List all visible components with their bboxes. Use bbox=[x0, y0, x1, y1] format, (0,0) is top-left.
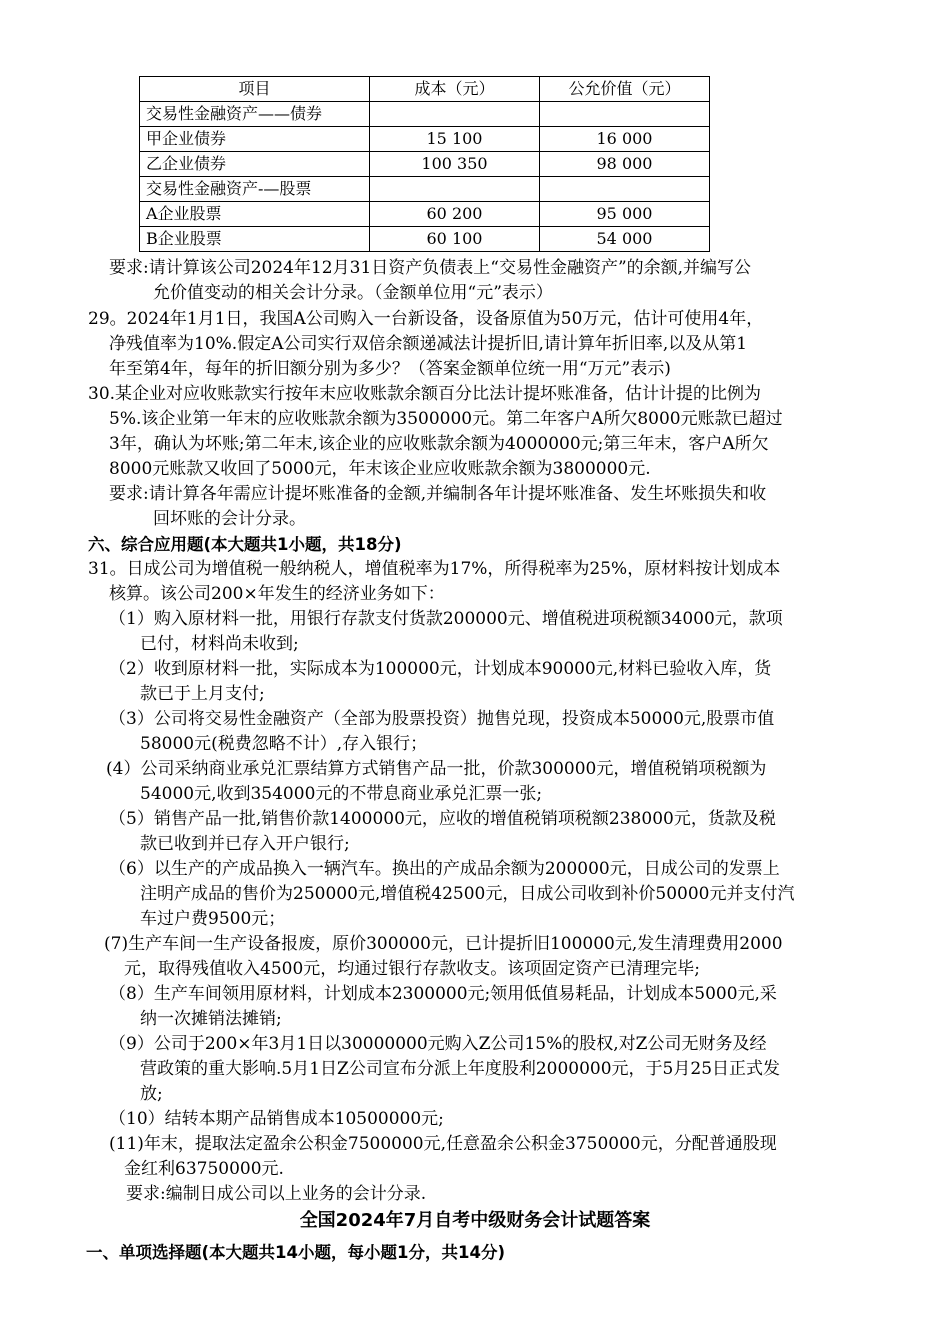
table-row bbox=[140, 227, 710, 252]
cell-item: B企业股票 bbox=[140, 227, 370, 252]
cell-item: 交易性金融资产——债券 bbox=[140, 102, 370, 127]
list-item: （2）收到原材料一批，实际成本为100000元，计划成本90000元,材料已验收入库，货 款已于上月支付; bbox=[109, 659, 772, 704]
table-row bbox=[140, 102, 710, 127]
text-line: 要求:请计算各年需应计提坏账准备的金额,并编制各年计提坏账准备、发生坏账损失和收 bbox=[109, 484, 767, 504]
cell-item: 乙企业债券 bbox=[140, 152, 370, 177]
cell-fair-value: 16 000 bbox=[540, 127, 710, 152]
header-fair-value: 公允价值（元） bbox=[540, 77, 710, 102]
cell-fair-value: 54 000 bbox=[540, 227, 710, 252]
cell-cost: 60 200 bbox=[370, 202, 540, 227]
text-line: 净残值率为10%.假定A公司实行双倍余额递减法计提折旧,请计算年折旧率,以及从第1 bbox=[109, 334, 748, 354]
text-line: 年至第4年，每年的折旧额分别为多少？（答案金额单位统一用“万元”表示) bbox=[109, 359, 671, 379]
text-line: 核算。该公司200×年发生的经济业务如下： bbox=[109, 584, 445, 604]
section-6-title: 六、综合应用题(本大题共1小题，共18分) bbox=[88, 535, 402, 554]
cell-cost: 100 350 bbox=[370, 152, 540, 177]
list-item: (4）公司采纳商业承兑汇票结算方式销售产品一批，价款300000元，增值税销项税额为 54000元,收到354000元的不带息商业承兑汇票一张; bbox=[106, 759, 767, 804]
list-item: （8）生产车间领用原材料，计划成本2300000元;领用低值易耗品，计划成本5000元,采 纳一次摊销法摊销; bbox=[109, 984, 777, 1029]
question-31 bbox=[88, 557, 868, 1207]
table-row bbox=[140, 177, 710, 202]
table-row bbox=[140, 127, 710, 152]
cell-fair-value bbox=[540, 102, 710, 127]
cell-item: 交易性金融资产-—股票 bbox=[140, 177, 370, 202]
cell-fair-value bbox=[540, 177, 710, 202]
financial-assets-table bbox=[139, 76, 710, 252]
table-row bbox=[140, 152, 710, 177]
list-item: (11)年末，提取法定盈余公积金7500000元,任意盈余公积金3750000元，分配普通股现 金红利63750000元. bbox=[109, 1134, 777, 1179]
text-line: 5%.该企业第一年末的应收账款余额为3500000元。第二年客户A所欠8000元账款已超过 bbox=[109, 409, 783, 429]
text-line: 29。2024年1月1日，我国A公司购入一台新设备，设备原值为50万元，估计可使用4年， bbox=[88, 309, 764, 329]
text-line: 3年，确认为坏账;第二年末,该企业的应收账款余额为4000000元;第三年末，客户A所欠 bbox=[109, 434, 769, 454]
cell-cost: 60 100 bbox=[370, 227, 540, 252]
q30-requirement bbox=[88, 482, 868, 532]
cell-fair-value: 95 000 bbox=[540, 202, 710, 227]
list-item: （10）结转本期产品销售成本10500000元; bbox=[109, 1109, 444, 1129]
text-line: 30.某企业对应收账款实行按年末应收账款余额百分比法计提坏账准备，估计计提的比例为 bbox=[88, 384, 762, 404]
text-line: 8000元账款又收回了5000元，年末该企业应收账款余额为3800000元. bbox=[109, 459, 651, 479]
text-line: 要求:请计算该公司2024年12月31日资产负债表上“交易性金融资产”的余额,并编写公 bbox=[109, 258, 752, 278]
list-item: （6）以生产的产成品换入一辆汽车。换出的产成品余额为200000元，日成公司的发票上 注明产成品的售价为250000元,增值税42500元，日成公司收到补价50000元并支付汽 车过户费9500元； bbox=[109, 859, 795, 929]
cell-cost bbox=[370, 177, 540, 202]
table-row bbox=[140, 202, 710, 227]
cell-item: 甲企业债券 bbox=[140, 127, 370, 152]
text-line: 回坏账的会计分录。 bbox=[153, 509, 306, 529]
list-item: （1）购入原材料一批，用银行存款支付货款200000元、增值税进项税额34000元，款项 已付，材料尚未收到; bbox=[109, 609, 783, 654]
cell-fair-value: 98 000 bbox=[540, 152, 710, 177]
list-item: （9）公司于200×年3月1日以30000000元购入Z公司15%的股权,对Z公司无财务及经 营政策的重大影响.5月1日Z公司宣布分派上年度股利2000000元，于5月25日正式发 放; bbox=[109, 1034, 781, 1104]
question-29 bbox=[88, 307, 868, 382]
list-item: （3）公司将交易性金融资产（全部为股票投资）抛售兑现，投资成本50000元,股票市值 58000元(税费忽略不计）,存入银行； bbox=[109, 709, 775, 754]
header-item: 项目 bbox=[140, 77, 370, 102]
cell-item: A企业股票 bbox=[140, 202, 370, 227]
table-header-row bbox=[140, 77, 710, 102]
answer-title: 全国2024年7月自考中级财务会计试题答案 bbox=[299, 1210, 651, 1231]
cell-cost bbox=[370, 102, 540, 127]
list-item: （5）销售产品一批,销售价款1400000元，应收的增值税销项税额238000元，货款及税 款已收到并已存入开户银行; bbox=[109, 809, 776, 854]
text-line: 允价值变动的相关会计分录。（金额单位用“元”表示） bbox=[153, 283, 553, 303]
q28-requirement bbox=[88, 256, 868, 306]
question-30 bbox=[88, 382, 868, 482]
section-1-title: 一、单项选择题(本大题共14小题，每小题1分，共14分) bbox=[86, 1243, 505, 1262]
cell-cost: 15 100 bbox=[370, 127, 540, 152]
header-cost: 成本（元） bbox=[370, 77, 540, 102]
list-item: (7)生产车间一生产设备报废，原价300000元，已计提折旧100000元,发生清理费用2000 元，取得残值收入4500元，均通过银行存款收支。该项固定资产已清理完毕; bbox=[104, 934, 783, 979]
q31-requirement: 要求:编制日成公司以上业务的会计分录. bbox=[126, 1184, 427, 1204]
text-line: 31。日成公司为增值税一般纳税人，增值税率为17%，所得税率为25%，原材料按计划成本 bbox=[88, 559, 781, 579]
